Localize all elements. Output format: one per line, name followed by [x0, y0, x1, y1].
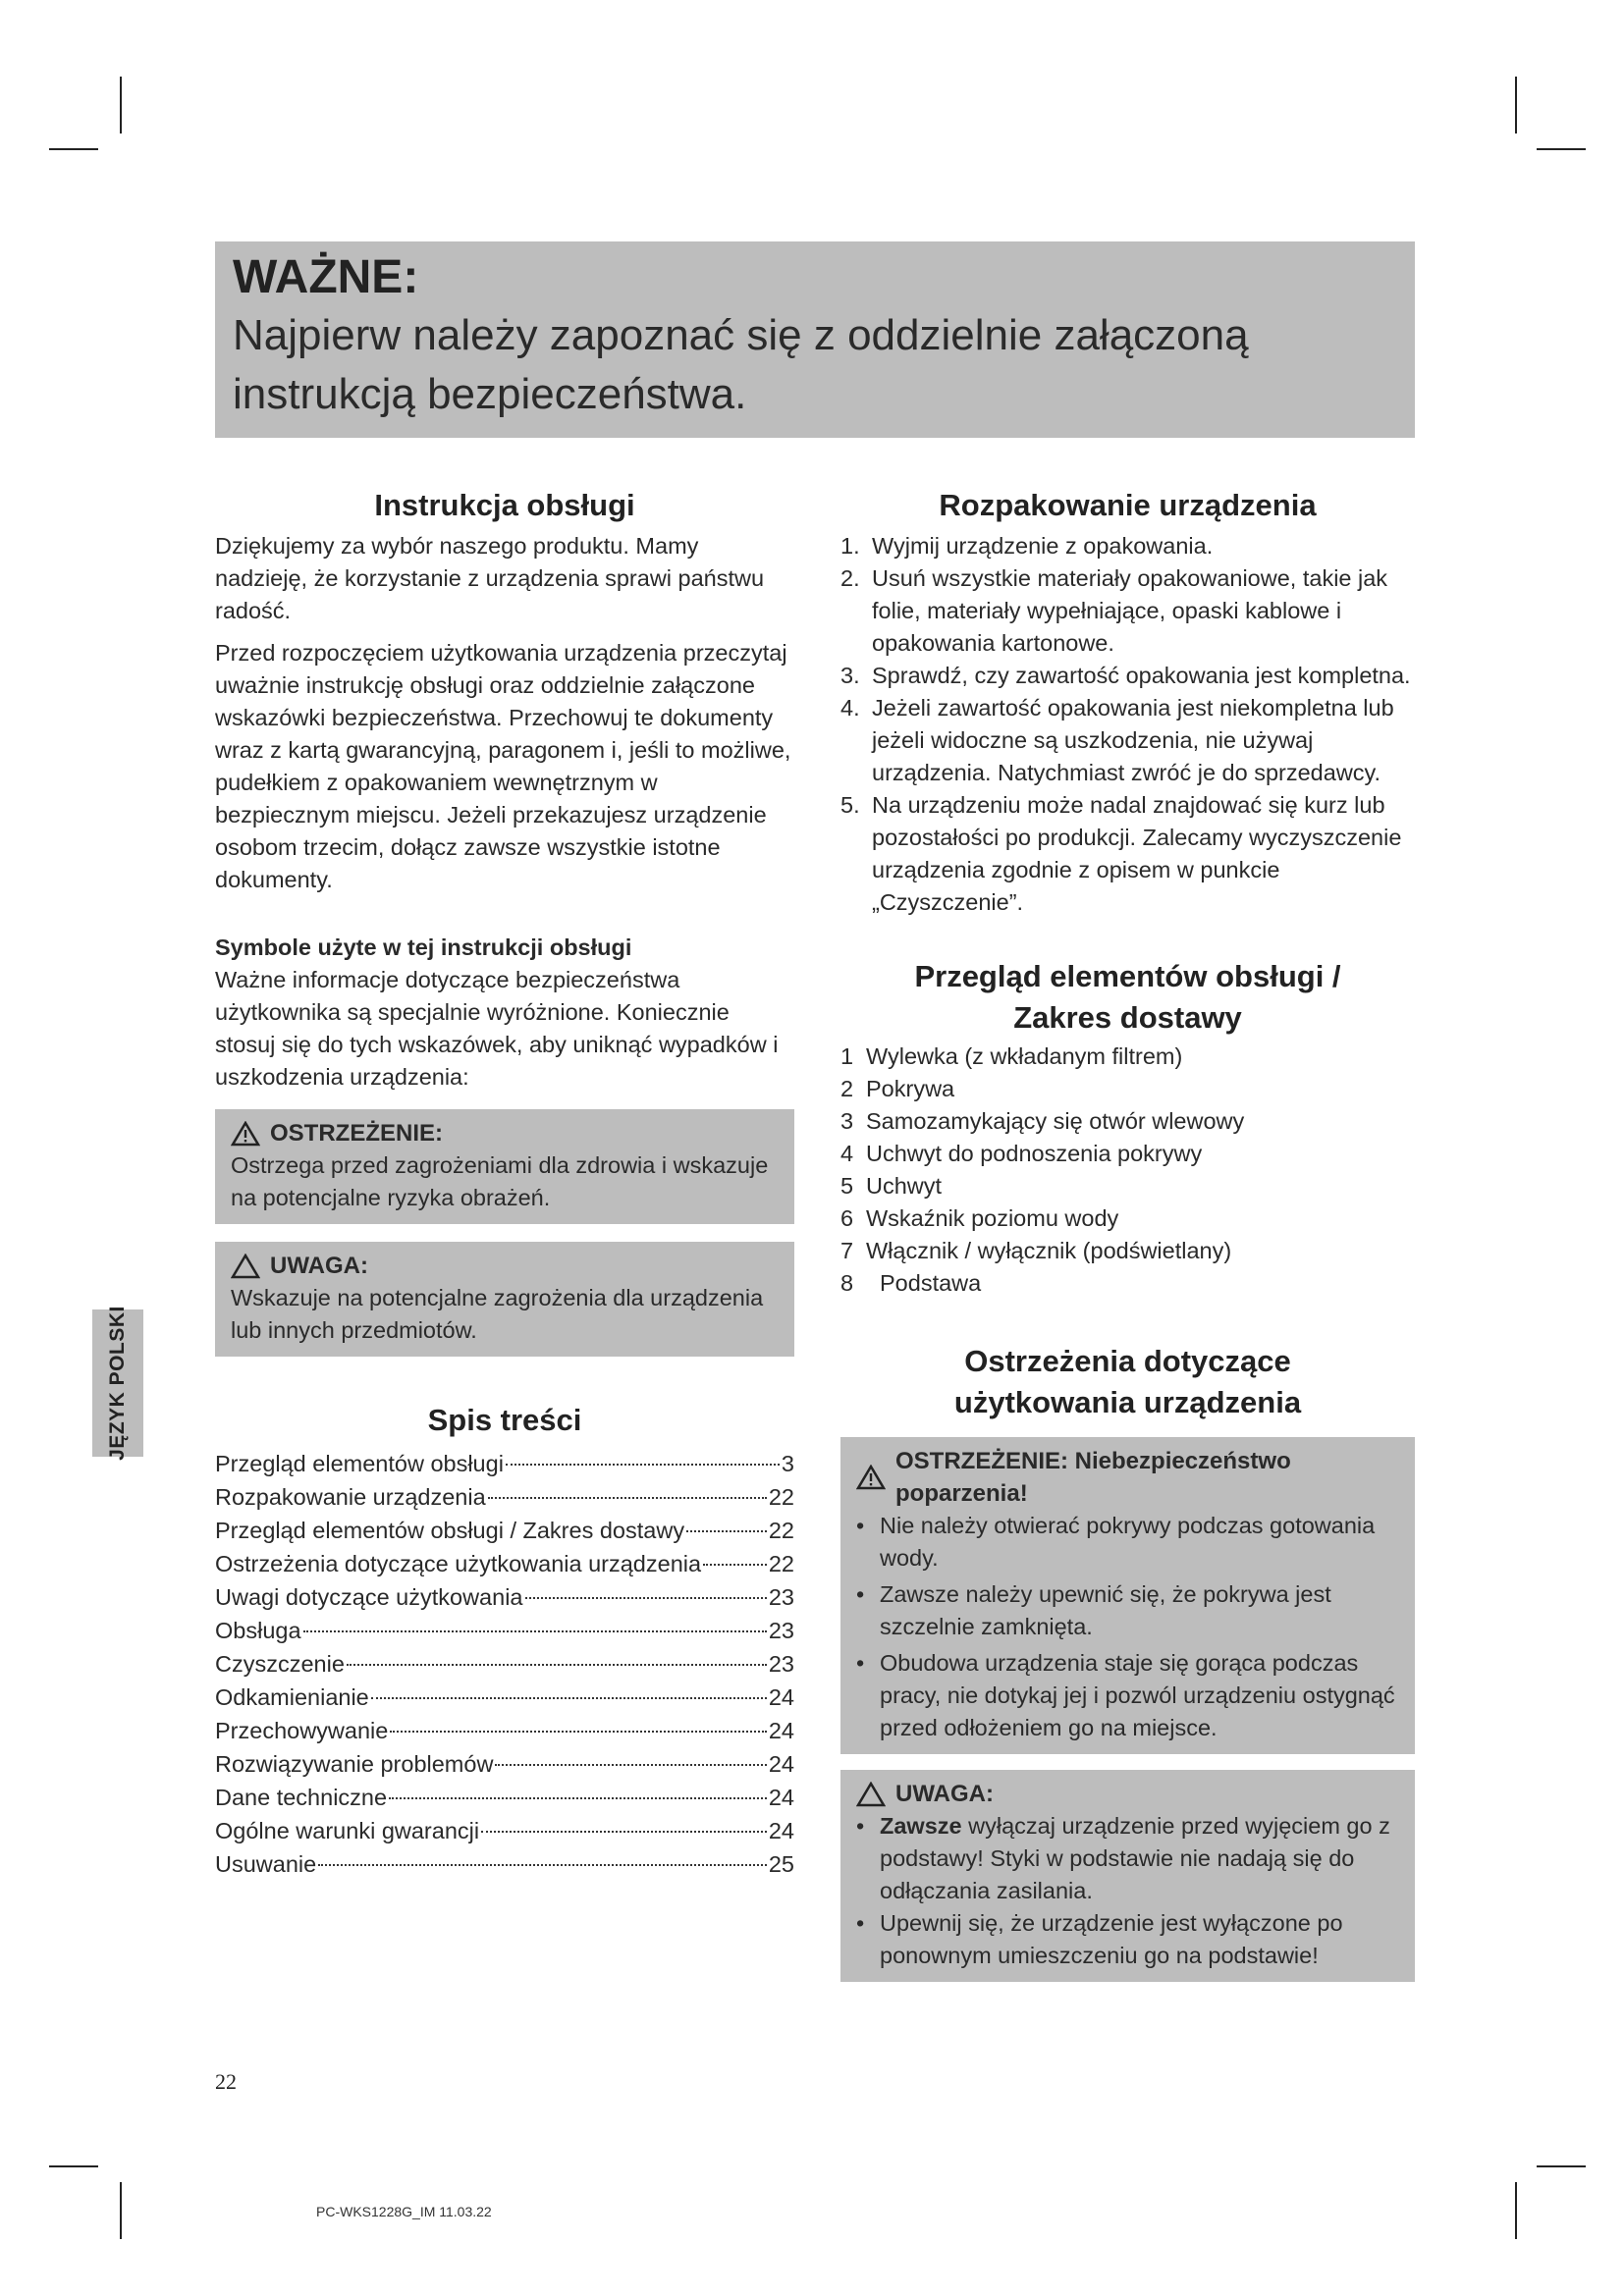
list-item	[840, 1170, 1415, 1202]
toc-leader	[703, 1564, 767, 1566]
toc-page: 22	[768, 1484, 794, 1510]
przeglad-heading-line1: Przegląd elementów obsługi /	[914, 959, 1341, 993]
toc-label: Ogólne warunki gwarancji	[215, 1818, 480, 1843]
section-heading-ostrzezenia	[840, 1341, 1415, 1423]
list-item	[840, 1138, 1415, 1170]
part-text: Samozamykający się otwór wlewowy	[866, 1108, 1245, 1134]
toc-page: 22	[768, 1551, 794, 1576]
toc-page: 22	[768, 1518, 794, 1543]
toc-page: 24	[768, 1684, 794, 1710]
toc-label: Odkamienianie	[215, 1684, 369, 1710]
toc-leader	[347, 1664, 767, 1666]
step-text: Na urządzeniu może nadal znajdować się kurz lub pozostałości po produkcji. Zalecamy wyczyszczenie urządzenia zgodnie z opisem w punkcie „Czyszczenie”.	[872, 792, 1402, 915]
instructions-paragraph: Przed rozpoczęciem użytkowania urządzenia przeczytaj uważnie instrukcję obsługi oraz oddzielnie załączone wskazówki bezpieczeństwa. Przechowuj te dokumenty wraz z kartą gwarancyjną, paragonem i, jeśli to możliwe, pudełkiem z opakowaniem wewnętrznym w bezpiecznym miejscu. Jeżeli przekazujesz urządzenie osobom trzecim, dołącz zawsze wszystkie istotne dokumenty.	[215, 640, 791, 892]
toc-page: 24	[768, 1818, 794, 1843]
crop-mark	[1515, 77, 1517, 133]
caution-item-rest: wyłączaj urządzenie przed wyjęciem go z podstawy! Styki w podstawie nie nadają się do odłączania zasilania.	[880, 1813, 1390, 1903]
toc-page: 23	[768, 1651, 794, 1677]
caution-item-bold: Zawsze	[880, 1813, 962, 1839]
step-number: 5.	[840, 792, 860, 818]
crop-mark	[1537, 148, 1586, 150]
part-number: 8	[840, 1270, 854, 1296]
step-number: 4.	[840, 695, 860, 721]
symbols-text: Ważne informacje dotyczące bezpieczeństwa użytkownika są specjalnie wyróżnione. Koniecznie stosuj się do tych wskazówek, aby uniknąć wypadków i uszkodzenia urządzenia:	[215, 967, 779, 1090]
list-item	[840, 530, 1415, 562]
toc-label: Rozwiązywanie problemów	[215, 1751, 494, 1777]
toc-label: Czyszczenie	[215, 1651, 345, 1677]
warning-text: Ostrzega przed zagrożeniami dla zdrowia i wskazuje na potencjalne ryzyka obrażeń.	[231, 1152, 769, 1210]
warning-box	[215, 1109, 794, 1224]
part-text: Uchwyt do podnoszenia pokrywy	[866, 1141, 1203, 1166]
toc-page: 25	[768, 1851, 794, 1877]
list-item	[840, 562, 1415, 660]
toc-label: Dane techniczne	[215, 1785, 388, 1810]
toc-row	[215, 1647, 794, 1681]
part-text: Włącznik / wyłącznik (podświetlany)	[866, 1238, 1232, 1263]
list-item	[840, 660, 1415, 692]
scald-warning-box	[840, 1437, 1415, 1754]
toc-page: 24	[768, 1718, 794, 1743]
footer-code: PC-WKS1228G_IM 11.03.22	[316, 2204, 492, 2219]
part-number: 6	[840, 1205, 854, 1231]
crop-mark	[120, 77, 122, 133]
list-item	[840, 1073, 1415, 1105]
step-text: Usuń wszystkie materiały opakowaniowe, takie jak folie, materiały wypełniające, opaski kablowe i opakowania kartonowe.	[872, 565, 1388, 656]
toc-page: 24	[768, 1751, 794, 1777]
list-item	[840, 1235, 1415, 1267]
right-column	[840, 485, 1415, 1982]
caution-text: Wskazuje na potencjalne zagrożenia dla urządzenia lub innych przedmiotów.	[231, 1285, 764, 1343]
toc-row	[215, 1847, 794, 1881]
table-of-contents	[215, 1447, 794, 1881]
toc-row	[215, 1781, 794, 1814]
usage-caution-header	[856, 1778, 1399, 1810]
toc-row	[215, 1747, 794, 1781]
parts-list	[840, 1041, 1415, 1300]
toc-row	[215, 1681, 794, 1714]
list-item	[856, 1647, 1399, 1744]
crop-mark	[49, 2165, 98, 2167]
toc-row	[215, 1480, 794, 1514]
list-item	[856, 1907, 1399, 1972]
ostrzezenia-heading-line1: Ostrzeżenia dotyczące	[964, 1344, 1291, 1378]
list-item	[840, 692, 1415, 789]
side-tab-label: JĘZYK POLSKI	[106, 1306, 130, 1461]
toc-leader	[488, 1497, 767, 1499]
caution-item-text: Upewnij się, że urządzenie jest wyłączone po ponownym umieszczeniu go na podstawie!	[880, 1910, 1343, 1968]
bullet: •	[856, 1813, 865, 1839]
toc-row	[215, 1714, 794, 1747]
language-side-tab	[92, 1306, 143, 1461]
bullet: •	[856, 1650, 865, 1676]
step-number: 2.	[840, 565, 860, 591]
list-item	[840, 1267, 1415, 1300]
warning-triangle-icon	[231, 1121, 260, 1147]
caution-header	[231, 1250, 779, 1282]
crop-mark	[49, 148, 98, 150]
toc-label: Ostrzeżenia dotyczące użytkowania urządzenia	[215, 1551, 702, 1576]
toc-row	[215, 1814, 794, 1847]
part-number: 2	[840, 1076, 854, 1101]
list-item	[840, 1105, 1415, 1138]
bullet: •	[856, 1581, 865, 1607]
part-number: 7	[840, 1238, 854, 1263]
symbols-heading: Symbole użyte w tej instrukcji obsługi	[215, 934, 632, 960]
step-text: Jeżeli zawartość opakowania jest niekompletna lub jeżeli widoczne są uszkodzenia, nie używaj urządzenia. Natychmiast zwróć je do sprzedawcy.	[872, 695, 1394, 785]
part-text: Uchwyt	[866, 1173, 943, 1199]
list-item	[856, 1810, 1399, 1907]
toc-leader	[495, 1764, 766, 1766]
warning-header	[231, 1117, 779, 1149]
toc-leader	[303, 1630, 767, 1632]
caution-triangle-icon	[856, 1782, 886, 1807]
warning-item-text: Zawsze należy upewnić się, że pokrywa jest szczelnie zamknięta.	[880, 1581, 1331, 1639]
crop-mark	[120, 2182, 122, 2239]
toc-leader	[318, 1864, 767, 1866]
usage-caution-box	[840, 1770, 1415, 1982]
section-heading-rozpakowanie: Rozpakowanie urządzenia	[939, 488, 1317, 522]
toc-label: Uwagi dotyczące użytkowania	[215, 1584, 523, 1610]
page-number: 22	[215, 2069, 237, 2094]
part-number: 4	[840, 1141, 854, 1166]
intro-paragraph: Dziękujemy za wybór naszego produktu. Mamy nadzieję, że korzystanie z urządzenia sprawi państwu radość.	[215, 533, 765, 623]
warning-item-text: Nie należy otwierać pokrywy podczas gotowania wody.	[880, 1513, 1376, 1571]
warning-item-text: Obudowa urządzenia staje się gorąca podczas pracy, nie dotykaj jej i pozwól urządzeniu ostygnąć przed odłożeniem go na miejsce.	[880, 1650, 1395, 1740]
toc-leader	[481, 1831, 767, 1833]
przeglad-heading-line2: Zakres dostawy	[1013, 1000, 1242, 1035]
crop-mark	[1515, 2182, 1517, 2239]
part-text: Pokrywa	[866, 1076, 955, 1101]
toc-page: 23	[768, 1584, 794, 1610]
toc-label: Przechowywanie	[215, 1718, 389, 1743]
ostrzezenia-heading-line2: użytkowania urządzenia	[953, 1385, 1302, 1419]
important-banner	[215, 241, 1415, 438]
toc-label: Przegląd elementów obsługi / Zakres dostawy	[215, 1518, 685, 1543]
caution-item-text	[880, 1810, 1399, 1907]
part-text: Podstawa	[880, 1270, 982, 1296]
list-item	[840, 1202, 1415, 1235]
part-number: 3	[840, 1108, 854, 1134]
toc-leader	[371, 1697, 767, 1699]
part-number: 1	[840, 1043, 854, 1069]
crop-mark	[1537, 2165, 1586, 2167]
toc-row	[215, 1614, 794, 1647]
warning-triangle-icon	[856, 1465, 886, 1490]
list-item	[840, 789, 1415, 919]
bullet: •	[856, 1513, 865, 1538]
toc-label: Rozpakowanie urządzenia	[215, 1484, 486, 1510]
part-number: 5	[840, 1173, 854, 1199]
toc-row	[215, 1580, 794, 1614]
usage-caution-list	[856, 1810, 1399, 1972]
toc-page: 23	[768, 1618, 794, 1643]
toc-label: Obsługa	[215, 1618, 301, 1643]
list-item	[840, 1041, 1415, 1073]
step-text: Sprawdź, czy zawartość opakowania jest kompletna.	[872, 663, 1411, 688]
banner-text: Najpierw należy zapoznać się z oddzielnie załączoną instrukcją bezpieczeństwa.	[233, 311, 1249, 418]
toc-page: 3	[781, 1451, 794, 1476]
toc-leader	[506, 1464, 780, 1466]
toc-page: 24	[768, 1785, 794, 1810]
caution-triangle-icon	[231, 1254, 260, 1279]
toc-row	[215, 1514, 794, 1547]
part-text: Wylewka (z wkładanym filtrem)	[866, 1043, 1183, 1069]
list-item	[856, 1510, 1399, 1575]
scald-warning-list	[856, 1510, 1399, 1744]
toc-leader	[686, 1530, 767, 1532]
caution-box	[215, 1242, 794, 1357]
scald-warning-title: OSTRZEŻENIE: Niebezpieczeństwo poparzenia!	[895, 1448, 1291, 1507]
section-heading-instrukcja: Instrukcja obsługi	[374, 488, 635, 522]
step-text: Wyjmij urządzenie z opakowania.	[872, 533, 1214, 559]
usage-caution-title: UWAGA:	[895, 1781, 994, 1807]
left-column	[215, 485, 794, 1881]
toc-label: Usuwanie	[215, 1851, 317, 1877]
banner-title: WAŻNE:	[233, 251, 419, 303]
step-number: 3.	[840, 663, 860, 688]
step-number: 1.	[840, 533, 860, 559]
list-item	[856, 1578, 1399, 1643]
toc-label: Przegląd elementów obsługi	[215, 1451, 504, 1476]
toc-leader	[390, 1731, 767, 1733]
part-text: Wskaźnik poziomu wody	[866, 1205, 1119, 1231]
scald-warning-header	[856, 1445, 1399, 1510]
bullet: •	[856, 1910, 865, 1936]
warning-title: OSTRZEŻENIE:	[270, 1120, 444, 1147]
unpacking-list	[840, 530, 1415, 919]
toc-leader	[389, 1797, 767, 1799]
toc-leader	[525, 1597, 767, 1599]
section-heading-przeglad	[840, 956, 1415, 1039]
caution-title: UWAGA:	[270, 1253, 368, 1279]
section-heading-spis: Spis treści	[427, 1403, 582, 1437]
toc-row	[215, 1447, 794, 1480]
toc-row	[215, 1547, 794, 1580]
